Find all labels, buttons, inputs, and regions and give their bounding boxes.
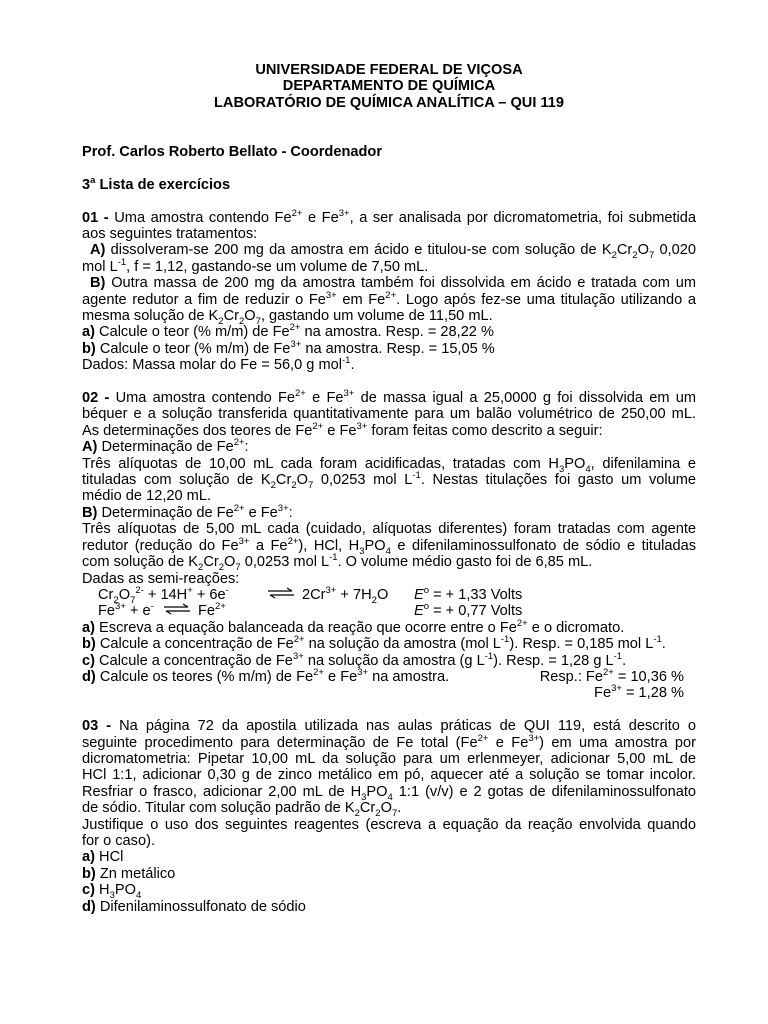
question-03: 03 - Na página 72 da apostila utilizada nas aulas práticas de QUI 119, está descrito o seguinte procedimento para determinação de Fe total ($Fe^{2+}$ e $Fe^{3+}$) em uma amostra por dicromatometria: Pipetar 10,00 mL da solução para um erlenmeyer, adicionar 5,00 mL de HCl 1:1, adicionar 0,30 g de zinco metálico em pó, aquecer até a solução se tomar incolor. Resfriar o frasco, adicionar 2,00 mL de $H_3PO_4$ 1:1 (v/v) e 2 gotas de difenilaminossulfonato de sódio. Titular com solução padrão de $K_2Cr_2O_7$. Justifique o uso dos seguintes reagentes (escreva a equação da reação envolvida quando for o caso). a) HCl b) Zn metálico c) $H_3PO_4$ d) Difenilaminossulfonato de sódio (82, 718, 696, 915)
header-laboratory: LABORATÓRIO DE QUÍMICA ANALÍTICA – QUI 119 (214, 94, 564, 111)
half-reaction-2: $Fe^{3+} + e^-$ $Fe^{2+}$ $E^o$ = + 0,77 Volts (98, 601, 523, 620)
half-reaction-1: $Cr_2O_7^{2-} + 14H^+ + 6e^-$ $2Cr^{3+} + 7H_2O$ $E^o$ = + 1,33 Volts (98, 585, 523, 606)
question-01: 01 - Uma amostra contendo $Fe^{2+}$ e $Fe^{3+}$, a ser analisada por dicromatometria, foi submetida aos seguintes tratamentos: A) dissolveram-se 200 mg da amostra em ácido e titulou-se com solução de $K_2Cr_2O_7$ 0,020 mol $L^{-1}$, f = 1,12, gastando-se um volume de 7,50 mL. B) Outra massa de 200 mg da amostra também foi dissolvida em ácido e tratada com um agente redutor a fim de reduzir o $Fe^{3+}$ em $Fe^{2+}$. Logo após fez-se uma titulação utilizando a mesma solução de $K_2Cr_2O_7$, gastando um volume de 11,50 mL. a) Calcule o teor (% m/m) de $Fe^{2+}$ na amostra. Resp. = 28,22 % b) Calcule o teor (% m/m) de $Fe^{3+}$ na amostra. Resp. = 15,05 % Dados: Massa molar do Fe = 56,0 g mol$^{-1}$. (82, 207, 696, 374)
header-university: UNIVERSIDADE FEDERAL DE VIÇOSA (255, 62, 523, 78)
question-02: 02 - Uma amostra contendo $Fe^{2+}$ e $Fe^{3+}$ de massa igual a 25,0000 g foi dissolvida em um béquer e a solução transferida quantitativamente para um balão volumétrico de 250,00 mL. As determinações dos teores de $Fe^{2+}$ e $Fe^{3+}$ foram feitas como descrito a seguir: A) Determinação de $Fe^{2+}$: Três alíquotas de 10,00 mL cada foram acidificadas, tratadas com $H_3PO_4$, difenilamina e tituladas com solução de $K_2Cr_2O_7$ 0,0253 mol $L^{-1}$. Nestas titulações foi gasto um volume médio de 12,20 mL. B) Determinação de $Fe^{2+}$ e $Fe^{3+}$: Três alíquotas de 5,00 mL cada (cuidado, alíquotas diferentes) foram tratadas com agente redutor (redução do $Fe^{3+}$ a $Fe^{2+}$), HCl, $H_3PO_4$ e difenilaminossulfonato de sódio e tituladas com solução de $K_2Cr_2O_7$ 0,0253 mol $L^{-1}$. O volume médio gasto foi de 6,85 mL. Dadas as semi-reações: $Cr_2O_7^{2-} + 14H^+ + 6e^-$ $2Cr^{3+} + 7H_2O$ $E^o$ = + 1,33 Volts $Fe^{3+} + e^-$ $Fe^{2+}$ $E^o$ = + 0,77 Volts a) Escreva a equação balanceada da reação que ocorre entre o $Fe^{2+}$ e o dicromato. b) Calcule a concentração de $Fe^{2+}$ na solução da amostra (mol $L^{-1}$). Resp. = 0,185 mol $L^{-1}$. c) Calcule a concentração de $Fe^{3+}$ na solução da amostra (g $L^{-1}$). Resp. = 1,28 g $L^{-1}$. d) Calcule os teores (% m/m) de $Fe^{2+}$ e $Fe^{3+}$ na amostra. Resp.: $Fe^{2+} = 10,36$ % $Fe^{3+} = 1,28$ % (82, 388, 697, 702)
document-page (82, 62, 696, 915)
equilibrium-arrow-icon (266, 587, 296, 599)
professor-line: Prof. Carlos Roberto Bellato - Coordenador (82, 144, 383, 160)
question-number: 01 - (82, 209, 109, 226)
equilibrium-arrow-icon (162, 603, 192, 615)
header-department: DEPARTAMENTO DE QUÍMICA (282, 78, 496, 95)
question-number: 03 - (82, 718, 112, 735)
question-number: 02 - (82, 390, 110, 407)
list-title: 3$^a$ Lista de exercícios (82, 174, 231, 193)
